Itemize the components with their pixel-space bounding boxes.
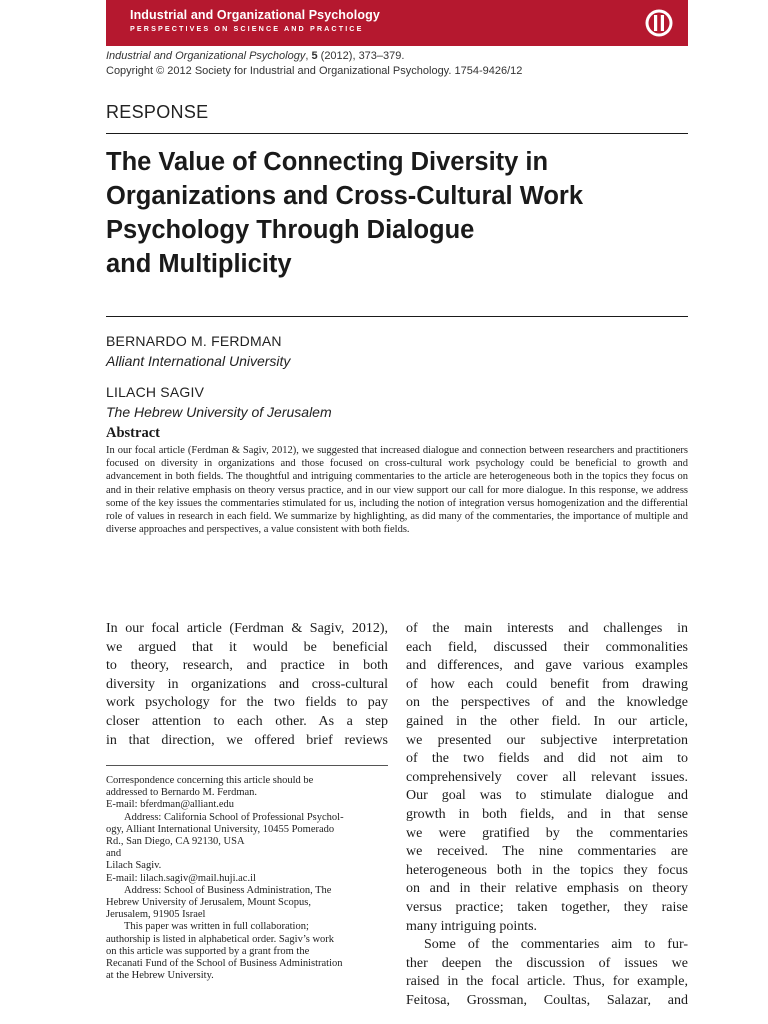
title-line: Psychology Through Dialogue — [106, 216, 475, 244]
body-line: comprehensively cover all relevant issues. — [406, 769, 688, 785]
citation-pages: (2012), 373–379. — [320, 50, 405, 62]
footnote-line: Address: School of Business Administration, The — [124, 884, 332, 896]
footnote-line: authorship is listed in alphabetical order. Sagiv’s work — [106, 933, 335, 945]
body-line: of the two fields and did not aim to — [406, 751, 688, 767]
body-line: growth in both fields, and in that sense — [406, 806, 688, 822]
abstract-text: In our focal article (Ferdman & Sagiv, 2012), we suggested that increased dialogue and connection between researchers and practitioners focused on diversity in organizations and those focused on cross-cultural work psychology could be beneficial to growth and advancement in both fields. The thoughtful and intriguing commentaries to the article are heterogeneous both in the topics they focus on and in their relative emphasis on theory versus practice, and in our view support our call for more dialogue. In this response, we address some of the key issues the commentaries stimulated for us, including the notion of integration versus homogenization and the differential role of values in research in each field. We summarize by highlighting, as did many of the commentaries, the importance of multiple and diverse approaches and perspectives, a value consistent with both fields. — [106, 445, 688, 536]
journal-subtitle: PERSPECTIVES ON SCIENCE AND PRACTICE — [130, 24, 364, 33]
footnote-line: Recanati Fund of the School of Business Administration — [106, 958, 343, 970]
footnote-line: Correspondence concerning this article should be — [106, 775, 314, 786]
footnote-line: Rd., San Diego, CA 92130, USA — [106, 836, 245, 848]
article-title — [106, 145, 688, 281]
author-name: LILACH SAGIV — [106, 384, 205, 400]
body-line: many intriguing points. — [406, 918, 538, 934]
body-line: in that direction, we offered brief reviews — [106, 732, 388, 748]
section-label: RESPONSE — [106, 102, 209, 122]
footnote-line: at the Hebrew University. — [106, 970, 214, 982]
body-line: In our focal article (Ferdman & Sagiv, 2012), — [106, 621, 388, 636]
author-name: BERNARDO M. FERDMAN — [106, 333, 282, 349]
body-line: Some of the commentaries aim to fur- — [424, 937, 688, 953]
body-line: we presented our subjective interpretation — [406, 732, 688, 748]
citation-volume: 5 — [311, 50, 318, 62]
body-line: diversity in organizations and cross-cultural — [106, 676, 388, 692]
citation-journal: Industrial and Organizational Psychology — [106, 50, 306, 62]
footnote-line: ogy, Alliant International University, 10455 Pomerado — [106, 823, 335, 835]
body-line: heterogeneous both in the topics they focus — [406, 862, 688, 878]
body-line: we were gratified by the commentaries — [406, 825, 688, 841]
body-line: closer attention to each other. As a step — [106, 713, 388, 729]
footnote-line: and — [106, 848, 122, 860]
footnote-line: addressed to Bernardo M. Ferdman. — [106, 787, 258, 799]
footnote-line: on this article was supported by a grant from the — [106, 945, 310, 957]
title-line: The Value of Connecting Diversity in — [106, 148, 549, 176]
footnote-line: This paper was written in full collaboration; — [124, 921, 309, 933]
title-bottom-rule — [106, 316, 688, 317]
body-line: versus practice; taken together, they raise — [406, 899, 688, 915]
author-affiliation: The Hebrew University of Jerusalem — [106, 404, 332, 420]
footnote-line: Address: California School of Professional Psychol- — [124, 811, 344, 823]
author-affiliation: Alliant International University — [106, 353, 291, 369]
abstract-heading: Abstract — [106, 425, 160, 441]
footnote-line: Jerusalem, 91905 Israel — [106, 909, 206, 921]
title-line: and Multiplicity — [106, 250, 292, 278]
body-line: Our goal was to stimulate dialogue and — [406, 788, 688, 804]
body-line: Feitosa, Grossman, Coultas, Salazar, and — [406, 992, 688, 1008]
copyright-line: Copyright © 2012 Society for Industrial and Organizational Psychology. 1754-9426/12 — [106, 65, 523, 77]
author-block — [106, 382, 332, 422]
body-line: on and in their relative emphasis on theory — [406, 881, 688, 897]
body-line: to theory, research, and practice in both — [106, 658, 388, 674]
author-block — [106, 331, 290, 371]
body-line: we received. The nine commentaries are — [406, 844, 688, 860]
body-line: raised in the focal article. Thus, for example, — [406, 974, 688, 990]
citation-block — [106, 49, 522, 79]
title-top-rule — [106, 133, 688, 134]
body-line: ther deepen the discussion of issues we — [406, 955, 688, 971]
footnote-line: Hebrew University of Jerusalem, Mount Scopus, — [106, 897, 312, 909]
body-column-right — [406, 620, 688, 1010]
body-line: on the perspectives of and the knowledge — [406, 695, 688, 711]
correspondence-footnote — [106, 775, 388, 982]
body-line: and differences, and gave various examples — [406, 658, 688, 674]
footnote-line: E-mail: lilach.sagiv@mail.huji.ac.il — [106, 872, 256, 884]
journal-logo-icon — [644, 8, 674, 38]
journal-banner — [106, 0, 688, 46]
body-line: gained in the other field. In our article, — [406, 713, 688, 729]
footnote-line: E-mail: bferdman@alliant.edu — [106, 799, 235, 811]
citation-line: Industrial and Organizational Psychology, 5 (2012), 373–379. — [106, 50, 405, 62]
body-line: we argued that it would be beneficial — [106, 639, 388, 655]
body-line: of how each could benefit from drawing — [406, 676, 688, 692]
footnote-rule — [106, 765, 388, 766]
journal-title: Industrial and Organizational Psychology — [130, 8, 380, 22]
body-line: work psychology for the two fields to pay — [106, 695, 388, 711]
footnote-line: Lilach Sagiv. — [106, 860, 162, 872]
body-line: of the main interests and challenges in — [406, 621, 688, 636]
body-column-left — [106, 620, 388, 750]
body-line: each field, discussed their commonalities — [406, 639, 688, 655]
title-line: Organizations and Cross-Cultural Work — [106, 182, 584, 210]
